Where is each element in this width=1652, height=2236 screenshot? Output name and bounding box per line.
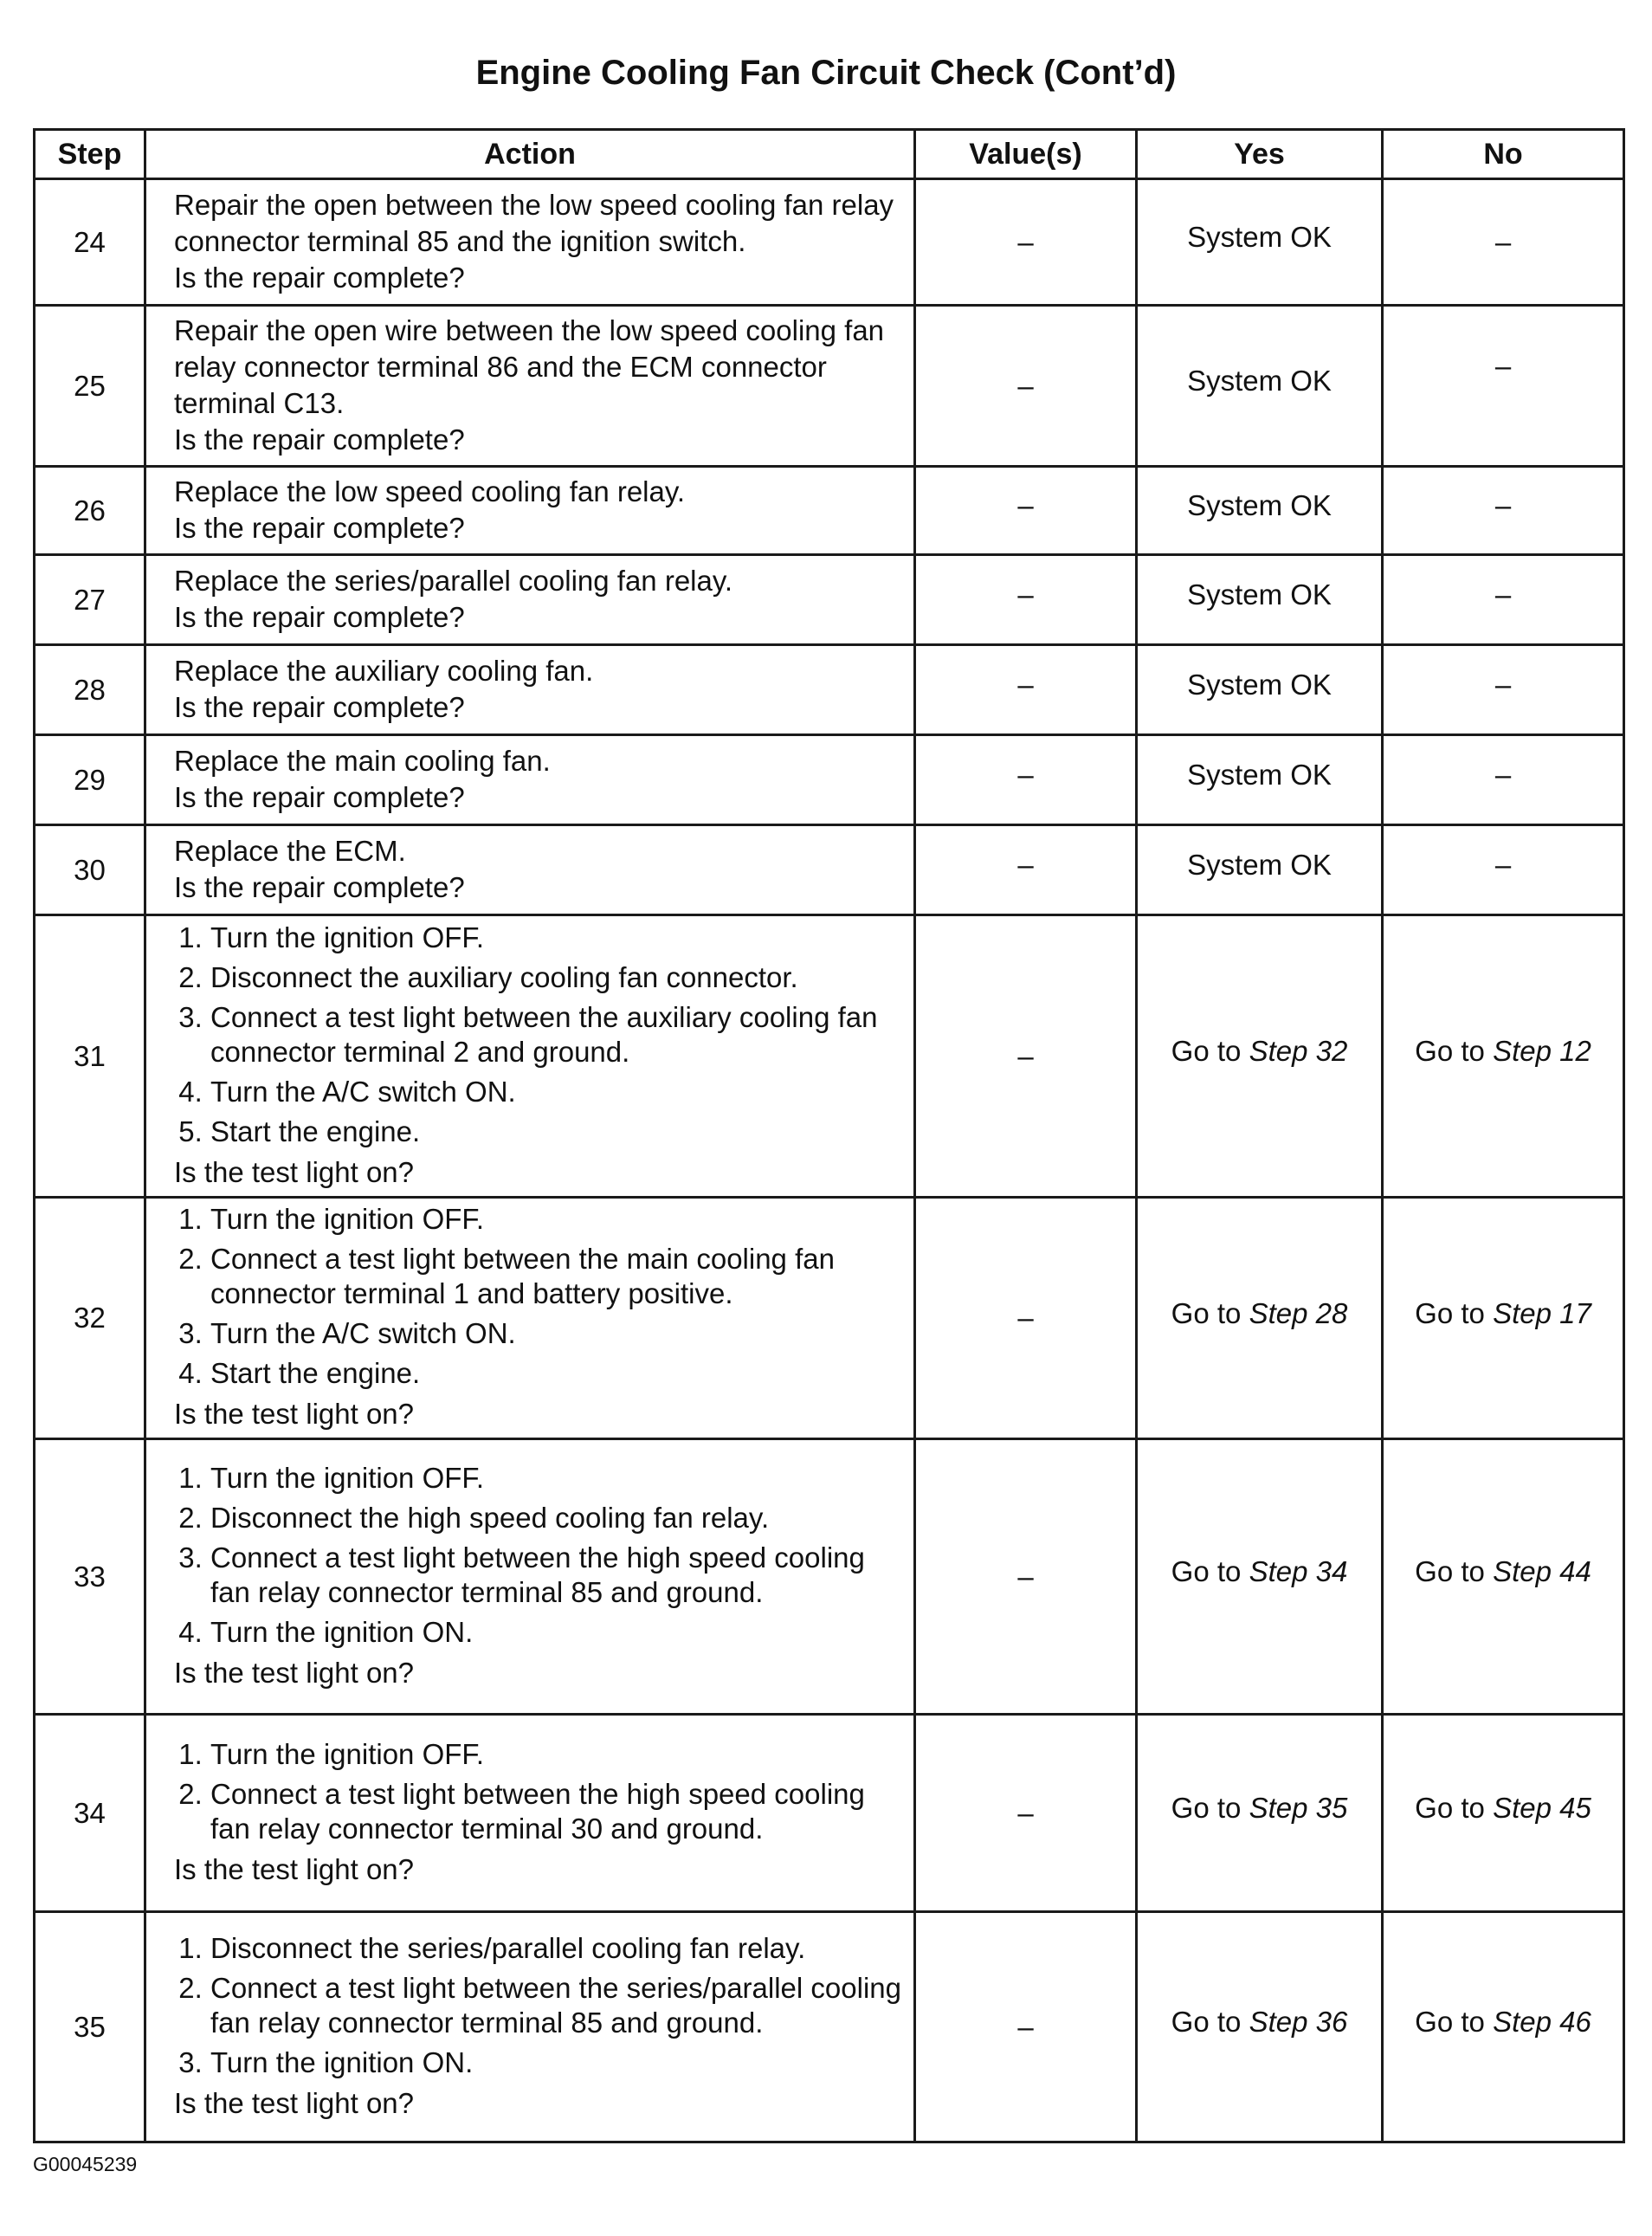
instruction-list [174,921,901,1149]
no-cell: – [1383,467,1624,555]
goto-prefix: Go to [1171,1555,1242,1587]
instruction-item: 1. Turn the ignition OFF. [210,1461,901,1496]
value-cell: – [915,825,1137,915]
value-cell: – [915,1912,1137,2142]
action-question: Is the repair complete? [174,690,465,723]
page-title: Engine Cooling Fan Circuit Check (Cont’d) [475,54,1177,92]
no-cell: – [1383,825,1624,915]
instruction-item: 4. Turn the A/C switch ON. [210,1075,901,1109]
action-question: Is the test light on? [174,1398,415,1430]
value-cell: – [915,645,1137,735]
yes-cell: System OK [1137,306,1383,467]
yes-cell: System OK [1137,645,1383,735]
yes-cell [1137,1198,1383,1439]
instruction-item: 2. Connect a test light between the main cooling fan connector terminal 1 and battery positive. [210,1242,901,1311]
column-header-step: Step [35,130,145,179]
goto-step: Step 35 [1249,1792,1348,1824]
instruction-item: 1. Disconnect the series/parallel cooling fan relay. [210,1931,901,1966]
value-cell: – [915,1439,1137,1715]
yes-cell [1137,1715,1383,1912]
goto-prefix: Go to [1415,1792,1485,1824]
instruction-list [174,1737,901,1846]
value-cell: – [915,179,1137,306]
table-row [35,179,1624,306]
instruction-item: 1. Turn the ignition OFF. [210,1202,901,1237]
action-cell [145,825,915,915]
no-cell: – [1383,555,1624,645]
value-cell: – [915,467,1137,555]
goto-step: Step 46 [1493,2006,1591,2038]
goto-prefix: Go to [1415,1035,1485,1067]
instruction-list [174,1931,901,2080]
action-question: Is the repair complete? [174,423,465,456]
instruction-item: 2. Connect a test light between the high speed cooling fan relay connector terminal 30 and ground. [210,1777,901,1846]
value-cell: – [915,1715,1137,1912]
action-text: Replace the ECM. [174,834,406,867]
no-cell [1383,1439,1624,1715]
column-header-values: Value(s) [915,130,1137,179]
yes-cell: System OK [1137,735,1383,825]
step-number: 30 [35,825,145,915]
step-number: 31 [35,915,145,1198]
action-question: Is the repair complete? [174,780,465,813]
table-row [35,915,1624,1198]
step-number: 29 [35,735,145,825]
no-cell [1383,915,1624,1198]
table-row [35,1439,1624,1715]
step-number: 35 [35,1912,145,2142]
yes-cell: System OK [1137,825,1383,915]
action-text: Replace the series/parallel cooling fan relay. [174,564,733,597]
action-cell [145,1198,915,1439]
goto-step: Step 45 [1493,1792,1591,1824]
value-cell: – [915,915,1137,1198]
yes-cell [1137,1912,1383,2142]
goto-prefix: Go to [1415,2006,1485,2038]
instruction-item: 3. Connect a test light between the high speed cooling fan relay connector terminal 85 and ground. [210,1541,901,1610]
instruction-list [174,1202,901,1391]
instruction-item: 2. Connect a test light between the series/parallel cooling fan relay connector terminal 85 and ground. [210,1971,901,2040]
action-text: Repair the open between the low speed cooling fan relay connector terminal 85 and the ignition switch. [174,188,894,257]
table-row [35,735,1624,825]
table-row [35,555,1624,645]
figure-code: G00045239 [33,2153,138,2175]
yes-cell [1137,915,1383,1198]
action-cell [145,735,915,825]
step-number: 26 [35,467,145,555]
value-cell: – [915,735,1137,825]
action-question: Is the test light on? [174,1155,415,1188]
instruction-item: 2. Disconnect the auxiliary cooling fan connector. [210,960,901,995]
step-number: 25 [35,306,145,467]
no-cell [1383,1715,1624,1912]
action-text: Replace the low speed cooling fan relay. [174,475,686,507]
goto-step: Step 17 [1493,1296,1591,1329]
action-text: Replace the auxiliary cooling fan. [174,654,594,687]
instruction-item: 3. Turn the ignition ON. [210,2045,901,2080]
yes-cell: System OK [1137,467,1383,555]
column-header-action: Action [145,130,915,179]
instruction-item: 2. Disconnect the high speed cooling fan relay. [210,1501,901,1535]
no-cell: – [1383,179,1624,306]
instruction-item: 4. Turn the ignition ON. [210,1615,901,1650]
instruction-item: 4. Start the engine. [210,1356,901,1391]
table-row [35,306,1624,467]
diagnostic-table [33,128,1625,2143]
action-cell [145,555,915,645]
no-cell: – [1383,735,1624,825]
goto-step: Step 28 [1249,1296,1348,1329]
value-cell: – [915,1198,1137,1439]
table-row [35,467,1624,555]
action-question: Is the repair complete? [174,870,465,903]
action-cell [145,306,915,467]
step-number: 27 [35,555,145,645]
goto-step: Step 32 [1249,1035,1348,1067]
action-cell [145,179,915,306]
action-cell [145,467,915,555]
action-cell [145,915,915,1198]
action-question: Is the test light on? [174,1852,415,1885]
step-number: 34 [35,1715,145,1912]
instruction-item: 3. Turn the A/C switch ON. [210,1316,901,1351]
action-cell [145,645,915,735]
goto-prefix: Go to [1171,1296,1242,1329]
yes-cell: System OK [1137,555,1383,645]
step-number: 33 [35,1439,145,1715]
goto-step: Step 34 [1249,1555,1348,1587]
action-cell [145,1715,915,1912]
instruction-item: 1. Turn the ignition OFF. [210,921,901,955]
goto-step: Step 12 [1493,1035,1591,1067]
goto-step: Step 44 [1493,1555,1591,1587]
yes-cell [1137,1439,1383,1715]
action-question: Is the repair complete? [174,261,465,294]
action-question: Is the test light on? [174,1656,415,1689]
action-question: Is the repair complete? [174,600,465,633]
value-cell: – [915,306,1137,467]
no-cell: – [1383,306,1624,467]
no-cell [1383,1198,1624,1439]
table-row [35,1912,1624,2142]
table-row [35,645,1624,735]
table-row [35,825,1624,915]
action-text: Repair the open wire between the low speed cooling fan relay connector terminal 86 and the ECM connector terminal C13. [174,313,885,419]
table-row [35,1198,1624,1439]
action-text: Replace the main cooling fan. [174,744,551,777]
action-question: Is the test light on? [174,2086,415,2119]
instruction-item: 3. Connect a test light between the auxiliary cooling fan connector terminal 2 and ground. [210,1000,901,1070]
table-header-row [35,130,1624,179]
instruction-item: 5. Start the engine. [210,1115,901,1149]
action-cell [145,1912,915,2142]
column-header-yes: Yes [1137,130,1383,179]
no-cell [1383,1912,1624,2142]
no-cell: – [1383,645,1624,735]
table-row [35,1715,1624,1912]
instruction-item: 1. Turn the ignition OFF. [210,1737,901,1772]
goto-prefix: Go to [1171,1035,1242,1067]
goto-prefix: Go to [1415,1555,1485,1587]
value-cell: – [915,555,1137,645]
goto-prefix: Go to [1171,2006,1242,2038]
column-header-no: No [1383,130,1624,179]
step-number: 32 [35,1198,145,1439]
yes-cell: System OK [1137,179,1383,306]
step-number: 24 [35,179,145,306]
goto-prefix: Go to [1415,1296,1485,1329]
action-question: Is the repair complete? [174,511,465,544]
goto-prefix: Go to [1171,1792,1242,1824]
goto-step: Step 36 [1249,2006,1348,2038]
step-number: 28 [35,645,145,735]
instruction-list [174,1461,901,1650]
action-cell [145,1439,915,1715]
